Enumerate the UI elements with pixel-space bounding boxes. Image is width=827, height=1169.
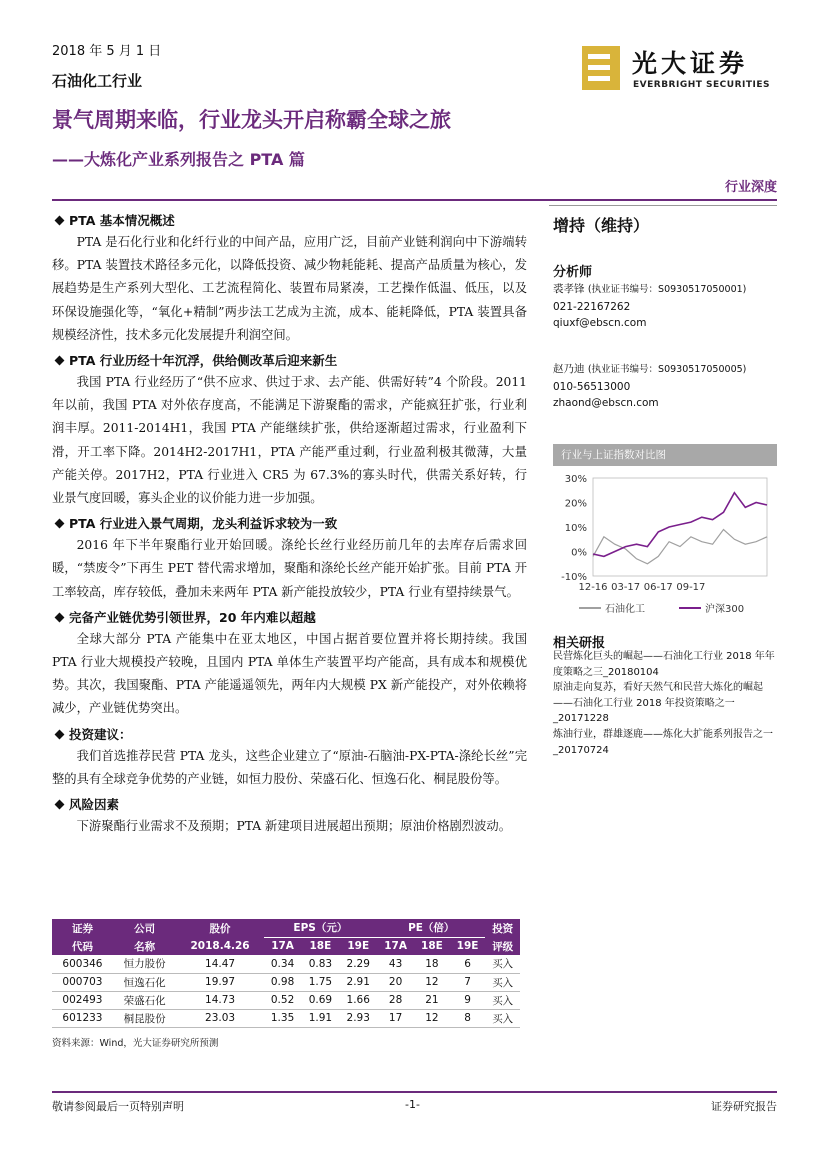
table-cell: 买入 bbox=[485, 973, 520, 991]
table-cell: 21 bbox=[414, 991, 450, 1009]
table-header-cell: PE（倍） bbox=[377, 919, 485, 937]
table-cell: 600346 bbox=[52, 955, 113, 973]
analyst-phone: 010-56513000 bbox=[553, 380, 631, 393]
section-heading: PTA 基本情况概述 bbox=[69, 213, 175, 228]
section-heading: PTA 行业进入景气周期，龙头利益诉求较为一致 bbox=[69, 516, 338, 532]
bullet-icon bbox=[55, 216, 65, 226]
table-row bbox=[52, 991, 520, 1009]
table-header-cell: 名称 bbox=[113, 937, 177, 955]
table-header-cell: 公司 bbox=[113, 919, 177, 937]
related-item[interactable]: 原油走向复苏，看好天然气和民营大炼化的崛起——石油化工行业 2018 年投资策略之一_20171228 bbox=[553, 682, 763, 725]
footer-label: 证券研究报告 bbox=[711, 1100, 777, 1113]
chart-title: 行业与上证指数对比图 bbox=[553, 444, 777, 466]
logo-subtext: EVERBRIGHT SECURITIES bbox=[633, 80, 770, 90]
table-cell: 6 bbox=[450, 955, 486, 973]
table-cell: 0.69 bbox=[301, 991, 339, 1009]
table-cell: 7 bbox=[450, 973, 486, 991]
section-advantage bbox=[52, 607, 527, 721]
report-subtitle: ——大炼化产业系列报告之 PTA 篇 bbox=[52, 150, 305, 169]
analyst-name: 裘孝锋 bbox=[553, 283, 585, 295]
analyst-email[interactable]: zhaond@ebscn.com bbox=[553, 397, 659, 409]
table-cell: 1.75 bbox=[301, 973, 339, 991]
table-cell: 2.29 bbox=[339, 955, 377, 973]
related-item[interactable]: 炼油行业，群雄逐鹿——炼化大扩能系列报告之一_20170724 bbox=[553, 728, 773, 756]
table-header-row bbox=[52, 919, 520, 937]
section-paragraph: 下游聚酯行业需求不及预期；PTA 新建项目进展超出预期；原油价格剧烈波动。 bbox=[76, 819, 511, 834]
report-type-tag: 行业深度 bbox=[724, 180, 777, 195]
header-divider bbox=[52, 199, 777, 201]
analyst-phone: 021-22167262 bbox=[553, 300, 631, 313]
table-cell: 0.52 bbox=[264, 991, 302, 1009]
table-cell: 14.73 bbox=[176, 991, 263, 1009]
section-paragraph: PTA 是石化行业和化纤行业的中间产品，应用广泛，目前产业链利润向中下游端转移。PTA 装置技术路径多元化，以降低投资、减少物耗能耗、提高产品质量为核心，发展趋势是生产系列大型化、工艺流程简化、装置布局紧凑，工艺操作低温、低压，以及环保设施强化等，“氧化+精制”两步法工艺成为主流，成本、能耗降低，PTA 装置具备规模经济性，技术多元化发展提升利润空间。 bbox=[52, 235, 527, 342]
page-number: -1- bbox=[405, 1098, 420, 1111]
related-item[interactable]: 民营炼化巨头的崛起——石油化工行业 2018 年年度策略之三_20180104 bbox=[553, 651, 775, 678]
comparison-line-chart bbox=[553, 468, 777, 616]
industry-label: 石油化工行业 bbox=[52, 72, 143, 90]
section-heading: 风险因素 bbox=[69, 797, 120, 813]
table-header-cell: 代码 bbox=[52, 937, 113, 955]
section-overview bbox=[52, 210, 527, 347]
table-cell: 17 bbox=[377, 1009, 414, 1027]
x-tick-label: 06-17 bbox=[643, 582, 673, 593]
table-header-cell: 18E bbox=[301, 937, 339, 955]
summary-column bbox=[52, 207, 527, 838]
x-tick-label: 12-16 bbox=[578, 582, 608, 593]
bullet-icon bbox=[55, 729, 65, 739]
table-cell: 000703 bbox=[52, 973, 113, 991]
table-cell: 8 bbox=[450, 1009, 486, 1027]
table-cell: 43 bbox=[377, 955, 414, 973]
table-cell: 恒逸石化 bbox=[113, 973, 177, 991]
table-cell: 桐昆股份 bbox=[113, 1009, 177, 1027]
analyst-heading: 分析师 bbox=[553, 265, 593, 280]
table-cell: 1.35 bbox=[264, 1009, 302, 1027]
table-cell: 2.93 bbox=[339, 1009, 377, 1027]
valuation-table bbox=[52, 919, 520, 1028]
table-cell: 恒力股份 bbox=[113, 955, 177, 973]
logo-text: 光大证券 bbox=[632, 49, 749, 78]
table-header-cell: 投资 bbox=[485, 919, 520, 937]
section-paragraph: 我们首选推荐民营 PTA 龙头，这些企业建立了“原油-石脑油-PX-PTA-涤纶长丝”完整的具有全球竞争优势的产业链，如恒力股份、荣盛石化、恒逸石化、桐昆股份等。 bbox=[52, 748, 527, 786]
y-tick-label: 30% bbox=[564, 474, 587, 485]
table-header-cell: 19E bbox=[450, 937, 486, 955]
table-cell: 002493 bbox=[52, 991, 113, 1009]
bullet-icon bbox=[55, 519, 65, 529]
table-cell: 20 bbox=[377, 973, 414, 991]
table-cell: 1.66 bbox=[339, 991, 377, 1009]
table-cell: 12 bbox=[414, 1009, 450, 1027]
table-header-cell: 股价 bbox=[176, 919, 263, 937]
table-cell: 2.91 bbox=[339, 973, 377, 991]
section-paragraph: 2016 年下半年聚酯行业开始回暖。涤纶长丝行业经历前几年的去库存后需求回暖，“禁废令”下再生 PET 替代需求增加，聚酯和涤纶长丝产能开始扩张。目前 PTA 开工率较高，库存较低，叠加未来两年 PTA 新产能投放较少，PTA 行业有望持续景气。 bbox=[52, 538, 527, 599]
section-heading: 完备产业链优势引领世界，20 年内难以超越 bbox=[69, 609, 316, 625]
table-header-cell: 17A bbox=[377, 937, 414, 955]
table-cell: 0.34 bbox=[264, 955, 302, 973]
section-paragraph: 全球大部分 PTA 产能集中在亚太地区，中国占据首要位置并将长期持续。我国 PTA 行业大规模投产较晚，且国内 PTA 单体生产装置平均产能高，具有成本和规模优势。其次，我国聚酯、PTA 产能遥遥领先，两年内大规模 PX 新产能投产，对外依赖将减少，产业链优势突出。 bbox=[52, 631, 527, 716]
table-header-cell: 17A bbox=[264, 937, 302, 955]
table-cell: 1.91 bbox=[301, 1009, 339, 1027]
bullet-icon bbox=[55, 800, 65, 810]
table-header-cell: EPS（元） bbox=[264, 919, 377, 937]
x-tick-label: 09-17 bbox=[676, 582, 706, 593]
related-heading: 相关研报 bbox=[553, 636, 606, 651]
legend-label: 沪深300 bbox=[705, 604, 745, 615]
table-header-cell: 2018.4.26 bbox=[176, 937, 263, 955]
table-header-cell: 评级 bbox=[485, 937, 520, 955]
analyst-cert: (执业证书编号：S0930517050001) bbox=[587, 284, 747, 295]
bullet-icon bbox=[55, 612, 65, 622]
table-row bbox=[52, 1009, 520, 1027]
series-line bbox=[593, 530, 767, 564]
table-cell: 买入 bbox=[485, 1009, 520, 1027]
section-paragraph: 我国 PTA 行业经历了“供不应求、供过于求、去产能、供需好转”4 个阶段。2011 年以前，我国 PTA 对外依存度高，不能满足下游聚酯的需求，产能疯狂扩张，行业利润丰厚。2011-2014H1，我国 PTA 产能继续扩张，供给逐渐超过需求，行业盈利下滑，开工率下降。2014H2-2017H1，PTA 产能严重过剩，行业盈利极其微薄，大量产能关停。2017H2，PTA 行业进入 CR5 为 67.3%的寡头时代，供需关系好转，行业景气度回暖，寡头企业的议价能力进一步加强。 bbox=[52, 375, 527, 506]
footer-divider bbox=[52, 1091, 777, 1093]
section-cycle bbox=[52, 513, 527, 604]
analyst-cert: (执业证书编号：S0930517050005) bbox=[587, 364, 747, 375]
table-header-cell: 证券 bbox=[52, 919, 113, 937]
table-row bbox=[52, 955, 520, 973]
y-tick-label: 0% bbox=[571, 547, 587, 559]
table-cell: 23.03 bbox=[176, 1009, 263, 1027]
y-tick-label: 10% bbox=[564, 523, 587, 534]
report-title: 景气周期来临，行业龙头开启称霸全球之旅 bbox=[52, 108, 451, 132]
table-cell: 19.97 bbox=[176, 973, 263, 991]
table-cell: 0.83 bbox=[301, 955, 339, 973]
section-history bbox=[52, 350, 527, 510]
legend-label: 石油化工 bbox=[605, 604, 645, 615]
section-investment bbox=[52, 724, 527, 791]
section-risk bbox=[52, 794, 527, 838]
footer-disclaimer: 敬请参阅最后一页特别声明 bbox=[52, 1100, 184, 1113]
related-list bbox=[553, 649, 777, 758]
rating: 增持（维持） bbox=[553, 216, 650, 235]
bullet-icon bbox=[55, 356, 65, 366]
sidebar-divider bbox=[549, 205, 777, 206]
table-header-cell: 19E bbox=[339, 937, 377, 955]
everbright-logo-icon bbox=[580, 44, 624, 92]
table-header-cell: 18E bbox=[414, 937, 450, 955]
analyst-block bbox=[553, 361, 746, 412]
report-date: 2018 年 5 月 1 日 bbox=[52, 44, 162, 59]
analyst-email[interactable]: qiuxf@ebscn.com bbox=[553, 317, 647, 329]
table-header-row bbox=[52, 937, 520, 955]
analyst-name: 赵乃迪 bbox=[553, 363, 585, 375]
table-cell: 0.98 bbox=[264, 973, 302, 991]
y-tick-label: 20% bbox=[564, 498, 587, 510]
plot-area bbox=[593, 478, 767, 576]
table-cell: 9 bbox=[450, 991, 486, 1009]
table-cell: 12 bbox=[414, 973, 450, 991]
table-cell: 荣盛石化 bbox=[113, 991, 177, 1009]
table-cell: 买入 bbox=[485, 991, 520, 1009]
table-row bbox=[52, 973, 520, 991]
table-source: 资料来源：Wind，光大证券研究所预测 bbox=[52, 1038, 219, 1049]
table-cell: 18 bbox=[414, 955, 450, 973]
analyst-block bbox=[553, 281, 746, 332]
table-cell: 买入 bbox=[485, 955, 520, 973]
section-heading: 投资建议： bbox=[69, 726, 132, 742]
table-cell: 14.47 bbox=[176, 955, 263, 973]
table-cell: 28 bbox=[377, 991, 414, 1009]
x-tick-label: 03-17 bbox=[611, 582, 641, 593]
y-tick-label: -10% bbox=[561, 572, 587, 583]
section-heading: PTA 行业历经十年沉浮，供给侧改革后迎来新生 bbox=[69, 353, 338, 369]
table-cell: 601233 bbox=[52, 1009, 113, 1027]
